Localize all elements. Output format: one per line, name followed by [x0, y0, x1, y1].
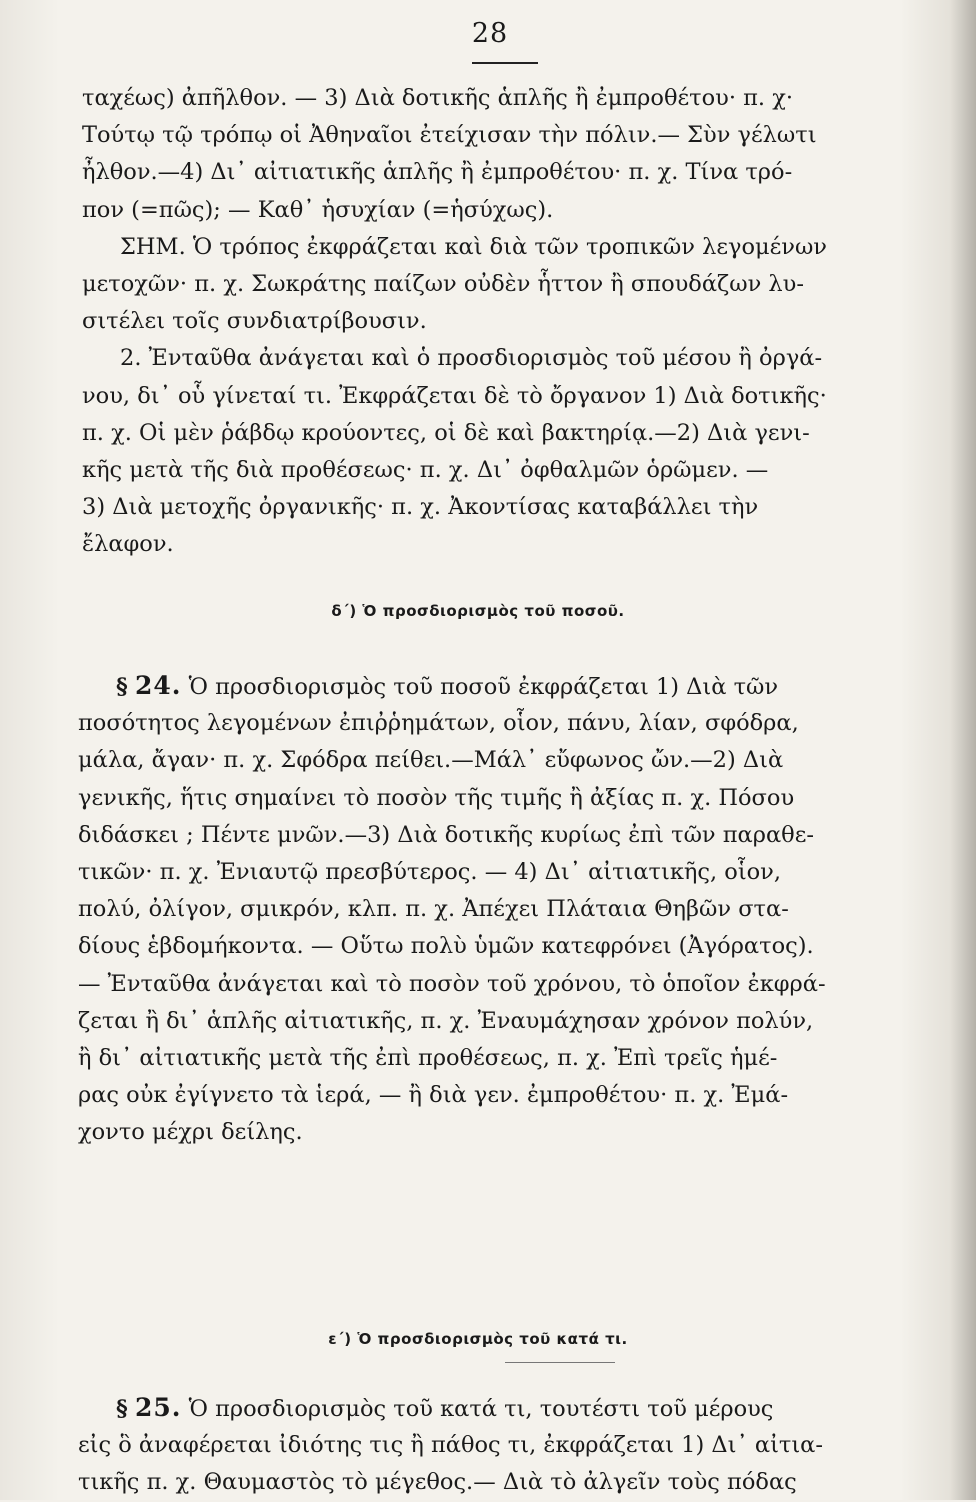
section-25 — [78, 1390, 878, 1502]
text-line: νου, δι᾽ οὗ γίνεταί τι. Ἐκφράζεται δὲ τὸ ὄργανον 1) Διὰ δοτικῆς· — [82, 382, 827, 409]
text-line: δίους ἑβδομήκοντα. — Οὕτω πολὺ ὑμῶν κατεφρόνει (Ἀγόρατος). — [78, 933, 814, 960]
paragraph-sign: § — [116, 674, 128, 700]
text-line: διδάσκει ; Πέντε μνῶν.—3) Διὰ δοτικῆς κυρίως ἐπὶ τῶν παραθε- — [78, 821, 814, 848]
paragraph-number: 24. — [134, 671, 182, 700]
text-line: ζεται ἢ δι᾽ ἁπλῆς αἰτιατικῆς, π. χ. Ἐναυμάχησαν χρόνον πολύν, — [78, 1007, 814, 1034]
text-line: π. χ. Οἱ μὲν ῥάβδῳ κρούοντες, οἱ δὲ καὶ βακτηρίᾳ.—2) Διὰ γενι- — [82, 419, 810, 446]
section-25-first-line — [78, 1390, 878, 1427]
text-line: τικῆς π. χ. Θαυμαστὸς τὸ μέγεθος.— Διὰ τὸ ἀλγεῖν τοὺς πόδας — [78, 1469, 797, 1496]
page-number-underline — [472, 62, 538, 64]
intro-text — [82, 80, 882, 563]
divider — [505, 1362, 615, 1363]
binding-shadow — [950, 0, 976, 1500]
text-line: Ὁ προσδιορισμὸς τοῦ ποσοῦ ἐκφράζεται 1) Διὰ τῶν — [188, 674, 779, 700]
text-line: ἔλαφον. — [82, 531, 174, 558]
text-line: μάλα, ἄγαν· π. χ. Σφόδρα πείθει.—Μάλ᾽ εὔφωνος ὤν.—2) Διὰ — [78, 747, 784, 774]
text-line: ταχέως) ἀπῆλθον. — 3) Διὰ δοτικῆς ἁπλῆς ἢ ἐμπροθέτου· π. χ· — [82, 85, 794, 111]
text-line: Τούτῳ τῷ τρόπῳ οἱ Ἀθηναῖοι ἐτείχισαν τὴν πόλιν.— Σὺν γέλωτι — [82, 122, 817, 149]
paragraph-sign: § — [116, 1396, 128, 1422]
page-number: 28 — [471, 18, 509, 49]
text-line: — Ἐνταῦθα ἀνάγεται καὶ τὸ ποσὸν τοῦ χρόνου, τὸ ὁποῖον ἐκφρά- — [78, 970, 826, 997]
text-line: ἦλθον.—4) Δι᾽ αἰτιατικῆς ἁπλῆς ἢ ἐμπροθέτου· π. χ. Τίνα τρό- — [82, 159, 793, 186]
text-line: εἰς ὃ ἀναφέρεται ἰδιότης τις ἢ πάθος τι, ἐκφράζεται 1) Δι᾽ αἰτια- — [78, 1432, 823, 1459]
section-heading-delta: δ΄) Ὁ προσδιορισμὸς τοῦ ποσοῦ. — [331, 602, 625, 620]
text-line: γενικῆς, ἥτις σημαίνει τὸ ποσὸν τῆς τιμῆς ἢ ἀξίας π. χ. Πόσου — [78, 784, 795, 811]
text-line: ΣΗΜ. Ὁ τρόπος ἐκφράζεται καὶ διὰ τῶν τροπικῶν λεγομένων — [120, 233, 827, 260]
text-line: κῆς μετὰ τῆς διὰ προθέσεως· π. χ. Δι᾽ ὀφθαλμῶν ὁρῶμεν. — — [82, 456, 769, 483]
text-line: χοντο μέχρι δείλης. — [78, 1119, 303, 1146]
text-line: σιτέλει τοῖς συνδιατρίβουσιν. — [82, 308, 427, 335]
text-line: Ὁ προσδιορισμὸς τοῦ κατά τι, τουτέστι τοῦ μέρους — [188, 1396, 774, 1422]
text-line: μετοχῶν· π. χ. Σωκράτης παίζων οὐδὲν ἧττον ἢ σπουδάζων λυ- — [82, 270, 804, 297]
text-line: 3) Διὰ μετοχῆς ὀργανικῆς· π. χ. Ἀκοντίσας καταβάλλει τὴν — [82, 494, 759, 521]
text-line: τικῶν· π. χ. Ἐνιαυτῷ πρεσβύτερος. — 4) Δι᾽ αἰτιατικῆς, οἷον, — [78, 858, 782, 885]
text-line: πολύ, ὀλίγον, σμικρόν, κλπ. π. χ. Ἀπέχει Πλάταια Θηβῶν στα- — [78, 896, 789, 923]
text-line: ἢ δι᾽ αἰτιατικῆς μετὰ τῆς ἐπὶ προθέσεως, π. χ. Ἐπὶ τρεῖς ἡμέ- — [78, 1044, 778, 1071]
section-24 — [78, 668, 878, 1151]
text-line: ρας οὐκ ἐγίγνετο τὰ ἱερά, — ἢ διὰ γεν. ἐμπροθέτου· π. χ. Ἐμά- — [78, 1082, 789, 1109]
text-line: ποσότητος λεγομένων ἐπιῤῥημάτων, οἷον, πάνυ, λίαν, σφόδρα, — [78, 710, 799, 737]
section-24-first-line — [78, 668, 878, 705]
paragraph-number: 25. — [134, 1393, 182, 1422]
text-line: πον (=πῶς); — Καθ᾽ ἡσυχίαν (=ἡσύχως). — [82, 196, 554, 223]
text-line: 2. Ἐνταῦθα ἀνάγεται καὶ ὁ προσδιορισμὸς τοῦ μέσου ἢ ὀργά- — [120, 345, 823, 372]
section-heading-epsilon: ε΄) Ὁ προσδιορισμὸς τοῦ κατά τι. — [328, 1330, 628, 1348]
